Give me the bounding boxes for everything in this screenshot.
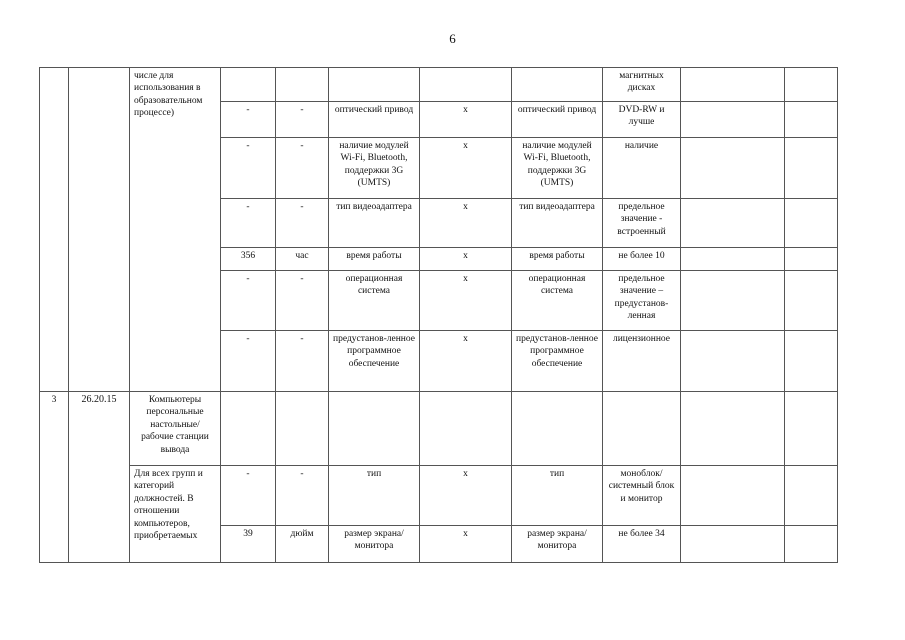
value-cell: магнитных дисках [603,68,681,102]
justification-cell [681,248,785,271]
unit-cell: час [276,248,329,271]
okei-code-cell: - [221,138,276,199]
characteristic-cell: операционная система [512,271,603,331]
unit-cell: - [276,102,329,138]
characteristic-cell: тип видеоадаптера [329,199,420,248]
unit-cell [276,68,329,102]
value-cell: наличие [603,138,681,199]
value-cell: лицензионное [603,331,681,392]
page-number: 6 [449,31,456,46]
characteristic-cell: оптический привод [329,102,420,138]
function-cell [785,199,838,248]
okei-code-cell [221,68,276,102]
function-cell [785,138,838,199]
justification-cell [681,466,785,526]
function-cell [785,392,838,466]
characteristic-cell: предустанов-ленное программное обеспечение [329,331,420,392]
justification-cell [681,526,785,563]
approved-value-cell: x [420,102,512,138]
justification-cell [681,199,785,248]
characteristic-cell: время работы [512,248,603,271]
characteristic-cell: время работы [329,248,420,271]
approved-value-cell: x [420,248,512,271]
approved-value-cell: x [420,138,512,199]
characteristic-cell: наличие модулей Wi-Fi, Bluetooth, поддержки 3G (UMTS) [512,138,603,199]
characteristic-cell: наличие модулей Wi-Fi, Bluetooth, поддержки 3G (UMTS) [329,138,420,199]
characteristic-cell: оптический привод [512,102,603,138]
okei-code-cell: - [221,102,276,138]
table-row [40,68,838,102]
characteristic-cell: тип [512,466,603,526]
approved-value-cell: x [420,271,512,331]
value-cell: не более 10 [603,248,681,271]
function-cell [785,248,838,271]
function-cell [785,102,838,138]
characteristic-cell: размер экрана/ монитора [512,526,603,563]
justification-cell [681,392,785,466]
item-name-cell: числе для использования в образовательном процессе) [130,68,221,392]
unit-cell: - [276,199,329,248]
item-name-cell: Для всех групп и категорий должностей. В отношении компьютеров, приобретаемых [130,466,221,563]
okei-code-cell: - [221,271,276,331]
value-cell [603,392,681,466]
characteristic-cell: операционная система [329,271,420,331]
characteristic-cell: предустанов-ленное программное обеспечение [512,331,603,392]
okei-code-cell: - [221,331,276,392]
okei-code-cell [221,392,276,466]
approved-value-cell: x [420,466,512,526]
justification-cell [681,271,785,331]
okpd-code-cell: 26.20.15 [69,392,130,563]
characteristic-cell [329,68,420,102]
unit-cell: - [276,466,329,526]
characteristic-cell: тип [329,466,420,526]
value-cell: не более 34 [603,526,681,563]
value-cell: моноблок/ системный блок и монитор [603,466,681,526]
approved-value-cell: x [420,331,512,392]
requirements-table [39,67,838,563]
value-cell: DVD-RW и лучше [603,102,681,138]
characteristic-cell [512,68,603,102]
unit-cell: - [276,331,329,392]
unit-cell: - [276,138,329,199]
approved-value-cell [420,68,512,102]
function-cell [785,526,838,563]
unit-cell: дюйм [276,526,329,563]
function-cell [785,466,838,526]
item-name-cell: Компьютеры персональные настольные/ рабочие станции вывода [130,392,221,466]
value-cell: предельное значение - встроенный [603,199,681,248]
function-cell [785,271,838,331]
function-cell [785,68,838,102]
justification-cell [681,68,785,102]
justification-cell [681,138,785,199]
characteristic-cell [512,392,603,466]
approved-value-cell: x [420,526,512,563]
unit-cell [276,392,329,466]
justification-cell [681,331,785,392]
okpd-code-cell [69,68,130,392]
table-row [40,466,838,526]
characteristic-cell: тип видеоадаптера [512,199,603,248]
okei-code-cell: 39 [221,526,276,563]
characteristic-cell: размер экрана/ монитора [329,526,420,563]
row-number-cell [40,68,69,392]
value-cell: предельное значение – предустанов-ленная [603,271,681,331]
justification-cell [681,102,785,138]
row-number-cell: 3 [40,392,69,563]
unit-cell: - [276,271,329,331]
okei-code-cell: - [221,199,276,248]
function-cell [785,331,838,392]
approved-value-cell: x [420,199,512,248]
okei-code-cell: 356 [221,248,276,271]
characteristic-cell [329,392,420,466]
okei-code-cell: - [221,466,276,526]
approved-value-cell [420,392,512,466]
table-row [40,392,838,466]
